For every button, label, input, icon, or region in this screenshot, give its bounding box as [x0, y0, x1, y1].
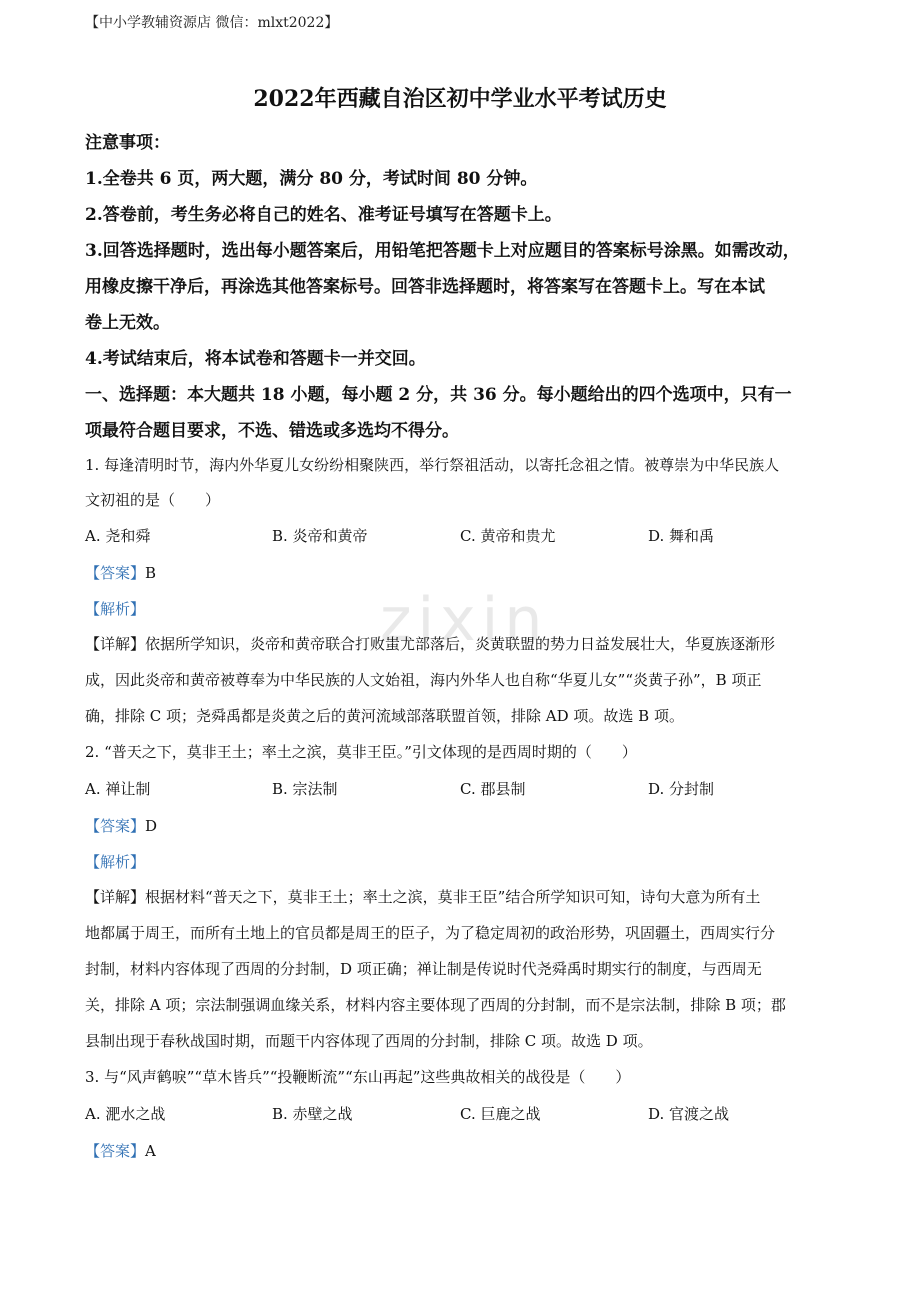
answer-tag: 【答案】: [85, 817, 146, 835]
answer-line: [85, 1140, 156, 1161]
detail-tag: 【详解】: [85, 635, 146, 653]
answer-line: [85, 815, 157, 836]
question-stem: 文初祖的是（ ）: [85, 491, 221, 509]
detail-text: 关，排除 A 项；宗法制强调血缘关系，材料内容主要体现了西周的分封制，而不是宗法制，排除 B 项；郡: [85, 996, 786, 1014]
page-header: 【中小学教辅资源店 微信：mlxt2022】: [85, 15, 339, 31]
notice-item: 1.全卷共 6 页，两大题，满分 80 分，考试时间 80 分钟。: [85, 169, 538, 189]
analysis-tag: 【解析】: [85, 853, 146, 871]
detail-tag: 【详解】: [85, 888, 146, 906]
watermark: zixin: [380, 585, 549, 655]
notice-heading: 注意事项：: [85, 133, 170, 153]
answer-value: B: [145, 564, 157, 582]
notice-item: 3.回答选择题时，选出每小题答案后，用铅笔把答题卡上对应题目的答案标号涂黑。如需改动，: [85, 241, 800, 261]
option-b: B. 炎帝和黄帝: [272, 527, 368, 545]
option-d: D. 分封制: [648, 780, 715, 798]
notice-item: 2.答卷前，考生务必将自己的姓名、准考证号填写在答题卡上。: [85, 205, 562, 225]
detail-text: 地都属于周王，而所有土地上的官员都是周王的臣子，为了稳定周初的政治形势，巩固疆土，西周实行分: [85, 924, 776, 942]
option-c: C. 黄帝和贵尤: [460, 527, 556, 545]
answer-tag: 【答案】: [85, 564, 146, 582]
answer-tag: 【答案】: [85, 1142, 146, 1160]
question-stem: 2. “普天之下，莫非王土；率土之滨，莫非王臣。”引文体现的是西周时期的（ ）: [85, 743, 637, 761]
detail-line: [85, 633, 775, 654]
option-a: A. 淝水之战: [85, 1105, 166, 1123]
detail-text: 封制，材料内容体现了西周的分封制，D 项正确；禅让制是传说时代尧舜禹时期实行的制度，与西周无: [85, 960, 762, 978]
option-c: C. 郡县制: [460, 780, 526, 798]
section-heading: 一、选择题：本大题共 18 小题，每小题 2 分，共 36 分。每小题给出的四个选项中，只有一: [85, 385, 792, 405]
answer-value: A: [145, 1142, 156, 1160]
option-d: D. 舞和禹: [648, 527, 715, 545]
detail-text: 成，因此炎帝和黄帝被尊奉为中华民族的人文始祖，海内外华人也自称“华夏儿女”“炎黄子孙”，B 项正: [85, 671, 762, 689]
detail-text: 县制出现于春秋战国时期，而题干内容体现了西周的分封制，排除 C 项。故选 D 项。: [85, 1032, 653, 1050]
detail-line: [85, 886, 760, 907]
option-c: C. 巨鹿之战: [460, 1105, 541, 1123]
option-d: D. 官渡之战: [648, 1105, 730, 1123]
analysis-tag: 【解析】: [85, 600, 146, 618]
answer-value: D: [145, 817, 158, 835]
detail-text: 确，排除 C 项；尧舜禹都是炎黄之后的黄河流域部落联盟首领，排除 AD 项。故选 B 项。: [85, 707, 684, 725]
notice-item: 4.考试结束后，将本试卷和答题卡一并交回。: [85, 349, 426, 369]
notice-item: 用橡皮擦干净后，再涂选其他答案标号。回答非选择题时，将答案写在答题卡上。写在本试: [85, 277, 765, 297]
section-heading: 项最符合题目要求，不选、错选或多选均不得分。: [85, 421, 459, 441]
answer-line: [85, 562, 156, 583]
notice-item: 卷上无效。: [85, 313, 170, 333]
question-stem: 3. 与“风声鹤唳”“草木皆兵”“投鞭断流”“东山再起”这些典故相关的战役是（ ）: [85, 1068, 631, 1086]
option-b: B. 赤壁之战: [272, 1105, 353, 1123]
option-a: A. 尧和舜: [85, 527, 151, 545]
page-title: 2022年西藏自治区初中学业水平考试历史: [253, 86, 667, 112]
detail-text: 依据所学知识，炎帝和黄帝联合打败蚩尤部落后，炎黄联盟的势力日益发展壮大，华夏族逐渐形: [145, 635, 776, 653]
option-b: B. 宗法制: [272, 780, 338, 798]
detail-text: 根据材料“普天之下，莫非王土；率土之滨，莫非王臣”结合所学知识可知，诗句大意为所有土: [145, 888, 761, 906]
question-stem: 1. 每逢清明时节，海内外华夏儿女纷纷相聚陕西，举行祭祖活动，以寄托念祖之情。被尊崇为中华民族人: [85, 456, 780, 474]
option-a: A. 禅让制: [85, 780, 151, 798]
